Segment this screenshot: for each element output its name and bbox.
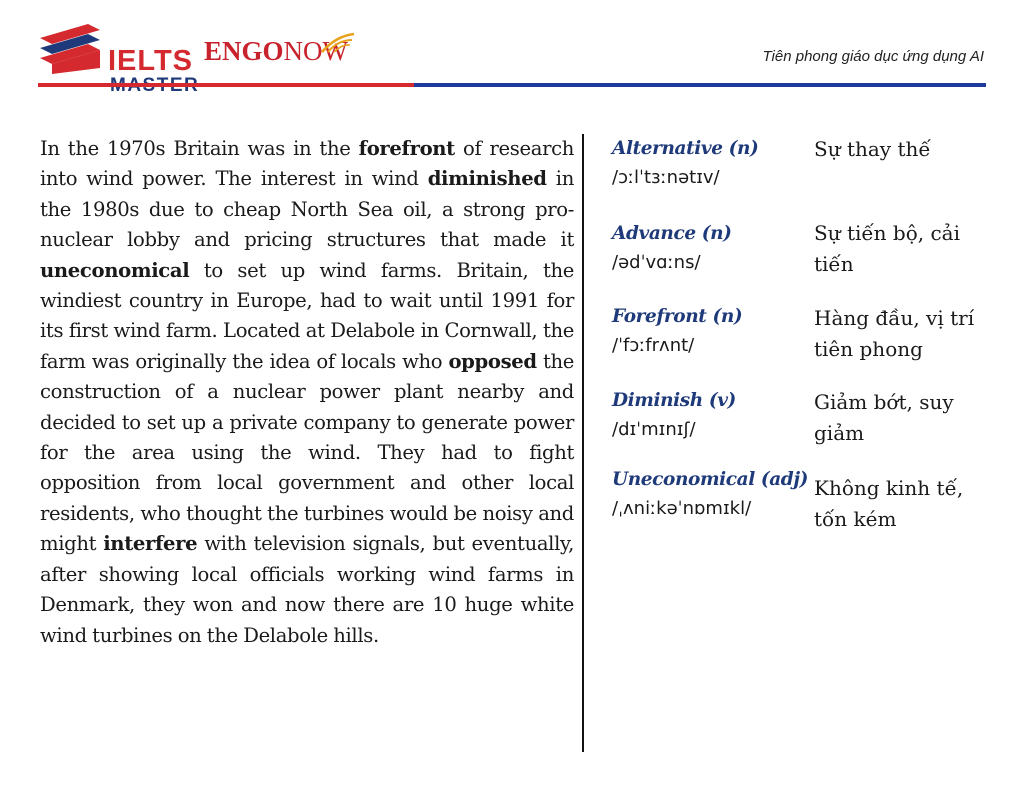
passage-text: the construction of a nuclear power plant nearby and decided to set up a private company to generate power for the area using the wind. They had to fight opposition from local government and other local residents, who thought the turbines would be noisy and might xyxy=(40,349,574,556)
vocab-item-alternative xyxy=(612,136,758,194)
vocab-meaning: Giảm bớt, suy giảm xyxy=(814,390,954,445)
vocab-term: Advance (n) xyxy=(612,223,732,244)
vocab-ipa: /dɪˈmɪnɪʃ/ xyxy=(612,419,696,440)
ielts-master-logo xyxy=(38,24,196,77)
highlighted-word: forefront xyxy=(358,137,455,160)
passage-text: in the 1980s due to cheap North Sea oil, a strong pro-nuclear lobby and pricing structures that made it xyxy=(40,167,574,252)
logo-engo-text: ENGO xyxy=(204,36,284,66)
vocab-term: Forefront (n) xyxy=(612,306,743,327)
header-divider-red xyxy=(38,83,414,87)
sun-rays-icon xyxy=(318,30,358,56)
vocab-meaning: Không kinh tế, tốn kém xyxy=(814,476,964,531)
book-stack-icon xyxy=(38,24,108,74)
vocab-ipa: /ˈfɔːfrʌnt/ xyxy=(612,335,695,356)
reading-passage xyxy=(40,134,574,651)
highlighted-word: interfere xyxy=(103,532,198,556)
passage-text: to set up wind farms. Britain, the windiest country in Europe, had to wait until 1991 for its first wind farm. Located at Delabole in Cornwall, the farm was originally the idea of locals who xyxy=(40,258,574,373)
passage-text: of research into wind power. The interest in wind xyxy=(40,137,574,191)
vocab-meaning: Sự thay thế xyxy=(814,137,931,161)
highlighted-word: opposed xyxy=(448,349,537,373)
vocab-item-advance xyxy=(612,221,732,279)
vocab-term: Diminish (v) xyxy=(612,390,736,411)
logo-ielts-text: IELTS xyxy=(108,45,194,77)
vocab-item-diminish xyxy=(612,388,736,446)
vocab-term: Alternative (n) xyxy=(612,138,759,159)
vocab-item-uneconomical xyxy=(612,467,808,525)
passage-text: with television signals, but eventually, after showing local officials working wind farms in Denmark, they won and now there are 10 huge white wind turbines on the Delabole hills. xyxy=(40,532,574,647)
highlighted-word: diminished xyxy=(427,167,547,191)
tagline: Tiên phong giáo dục ứng dụng AI xyxy=(762,48,984,65)
passage-text: In the 1970s Britain was in the xyxy=(40,137,359,160)
vocab-meaning: Sự tiến bộ, cải tiến xyxy=(814,221,960,276)
vocab-ipa: /ədˈvɑːns/ xyxy=(612,252,701,273)
vocab-item-forefront xyxy=(612,304,742,362)
vocab-ipa: /ɔːlˈtɜːnətɪv/ xyxy=(612,167,720,188)
vocab-meaning: Hàng đầu, vị trí tiên phong xyxy=(814,306,975,361)
vocab-term: Uneconomical (adj) xyxy=(612,469,808,490)
column-divider xyxy=(582,134,584,752)
vocab-ipa: /ˌʌniːkəˈnɒmɪkl/ xyxy=(612,498,752,519)
logo-now-text: NOW xyxy=(283,36,348,66)
header-divider-blue xyxy=(414,83,986,87)
highlighted-word: uneconomical xyxy=(40,258,190,282)
